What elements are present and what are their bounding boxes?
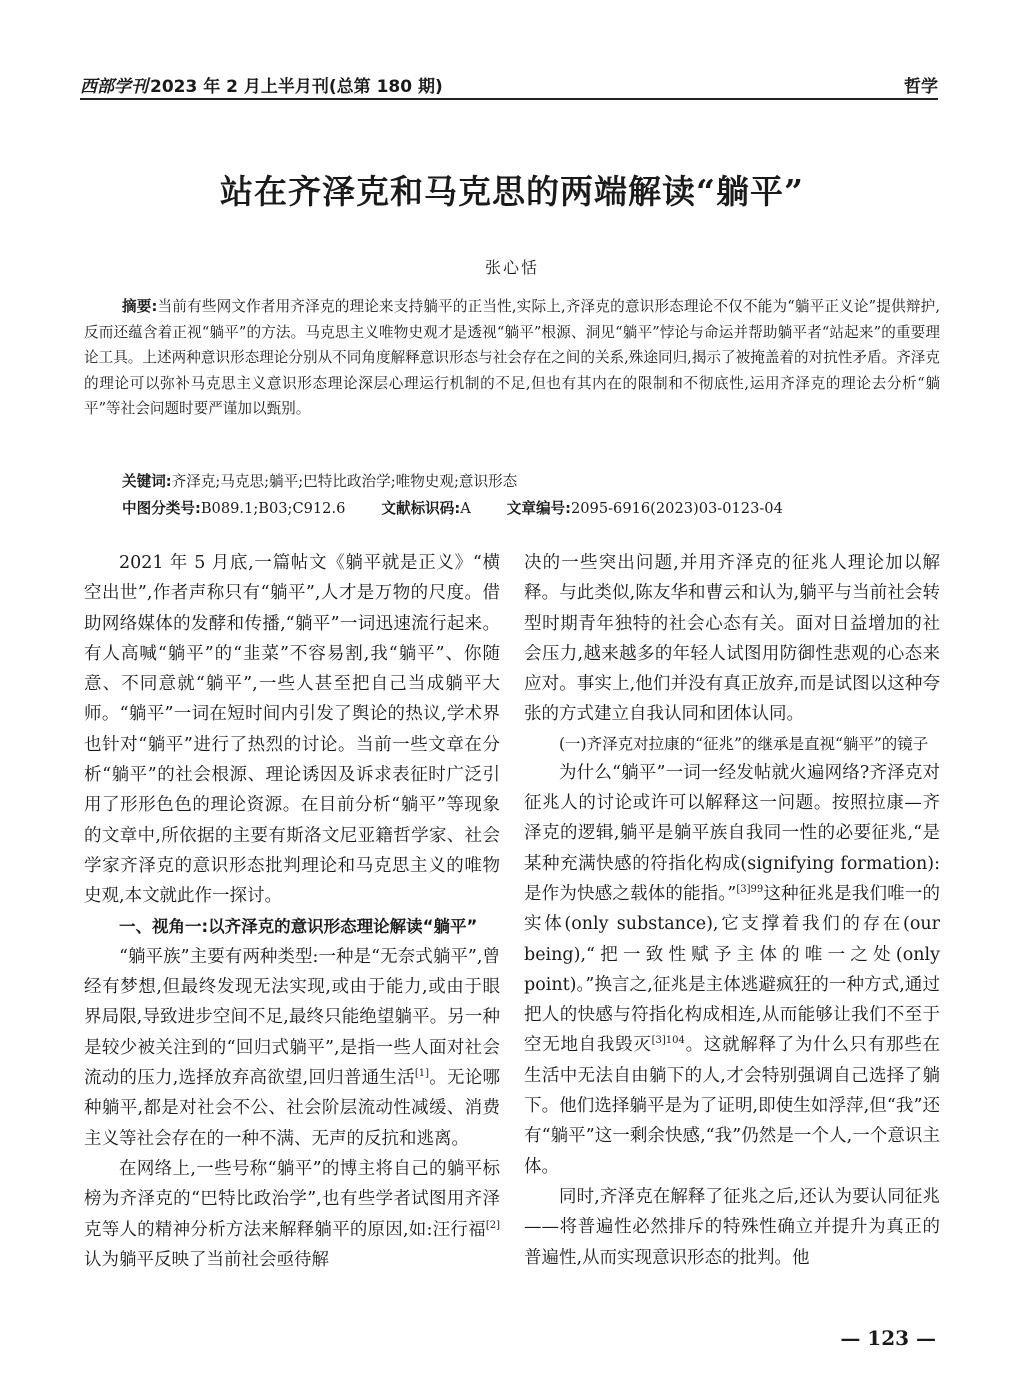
clc-label: 中图分类号: (122, 500, 201, 517)
article-no-label: 文章编号: (506, 500, 571, 517)
classification-line (122, 497, 783, 518)
subsection-heading: (一)齐泽克对拉康的“征兆”的继承是直视“躺平”的镜子 (559, 734, 929, 753)
page-number: — 123 — (840, 1326, 936, 1350)
abstract-label: 摘要: (122, 298, 158, 315)
paragraph: 决的一些突出问题,并用齐泽克的征兆人理论加以解释。与此类似,陈友华和曹云和认为,躺平与当前社会转型时期青年独特的社会心态有关。面对日益增加的社会压力,越来越多的年轻人试图用防御性悲观的心态来应对。事实上,他们并没有真正放弃,而是试图以这种夸张的方式建立自我认同和团体认同。 (524, 553, 940, 725)
body-column-right (524, 548, 940, 1273)
citation: [2] (485, 1219, 500, 1231)
paragraph: “躺平族”主要有两种类型:一种是“无奈式躺平”,曾经有梦想,但最终发现无法实现,或由于能力,或由于眼界局限,导致进步空间不足,最终只能绝望躺平。另一种是较少被关注到的“回归式躺平”,是指一些人面对社会流动的压力,选择放弃高欲望,回归普通生活[1]。无论哪种躺平,都是对社会不公、社会阶层流动性减缓、消费主义等社会存在的一种不满、无声的反抗和逃离。 (84, 946, 501, 1149)
section-heading: 一、视角一:以齐泽克的意识形态理论解读“躺平” (119, 916, 478, 936)
citation: [1] (414, 1068, 430, 1080)
keywords-text: 齐泽克;马克思;躺平;巴特比政治学;唯物史观;意识形态 (171, 473, 518, 490)
doc-code-label: 文献标识码: (381, 500, 461, 517)
article-no-value: 2095-6916(2023)03-0123-04 (570, 500, 783, 517)
issue-info: 2023 年 2 月上半月刊(总第 180 期) (150, 77, 443, 97)
article-author: 张心恬 (484, 258, 539, 277)
keywords-line (122, 470, 517, 491)
journal-logo: 西部学刊 (80, 77, 148, 97)
paragraph: 在网络上,一些号称“躺平”的博主将自己的躺平标榜为齐泽克的“巴特比政治学”,也有些学者试图用齐泽克等人的精神分析方法来解释躺平的原因,如:汪行福[2]认为躺平反映了当前社会亟待解 (84, 1158, 500, 1270)
doc-code-value: A (460, 500, 471, 517)
journal-issue-line (80, 72, 443, 97)
abstract-text: 当前有些网文作者用齐泽克的理论来支持躺平的正当性,实际上,齐泽克的意识形态理论不仅不能为“躺平正义论”提供辩护,反而还蕴含着正视“躺平”的方法。马克思主义唯物史观才是透视“躺平”根源、洞见“躺平”悖论与命运并帮助躺平者“站起来”的重要理论工具。上述两种意识形态理论分别从不同角度解释意识形态与社会存在之间的关系,殊途同归,揭示了被掩盖着的对抗性矛盾。齐泽克的理论可以弥补马克思主义意识形态理论深层心理运行机制的不足,但也有其内在的限制和不彻底性,运用齐泽克的理论去分析“躺平”等社会问题时要严谨加以甄别。 (84, 298, 941, 417)
body-column-left (84, 548, 500, 1275)
keywords-label: 关键词: (122, 473, 172, 490)
clc-value: B089.1;B03;C912.6 (200, 500, 346, 517)
citation: [3]104 (651, 1035, 685, 1047)
citation: [3]99 (736, 884, 764, 896)
paragraph: 2021 年 5 月底,一篇帖文《躺平就是正义》“横空出世”,作者声称只有“躺平”,人才是万物的尺度。借助网络媒体的发酵和传播,“躺平”一词迅速流行起来。有人高喊“躺平”的“韭菜”不容易割,我“躺平”、你随意、不同意就“躺平”,一些人甚至把自己当成躺平大师。“躺平”一词在短时间内引发了舆论的热议,学术界也针对“躺平”进行了热烈的讨论。当前一些文章在分析“躺平”的社会根源、理论诱因及诉求表征时广泛引用了形形色色的理论资源。在目前分析“躺平”等现象的文章中,所依据的主要有斯洛文尼亚籍哲学家、社会学家齐泽克的意识形态批判理论和马克思主义的唯物史观,本文就此作一探讨。 (84, 553, 500, 907)
paragraph: 同时,齐泽克在解释了征兆之后,还认为要认同征兆——将普遍性必然排斥的特殊性确立并提升为真正的普遍性,从而实现意识形态的批判。他 (524, 1186, 940, 1268)
abstract (84, 294, 940, 422)
section-label: 哲学 (904, 77, 938, 97)
paragraph: 为什么“躺平”一词一经发帖就火遍网络?齐泽克对征兆人的讨论或许可以解释这一问题。按照拉康—齐泽克的逻辑,躺平是躺平族自我同一性的必要征兆,“是某种充满快感的符指化构成(signifying formation):是作为快感之载体的能指。”$^{[3]99}$这种征兆是我们唯一的实体(only substance),它支撑着我们的存在(our being),“把一致性赋予主体的唯一之处(only point)。”换言之,征兆是主体逃避疯狂的一种方式,通过把人的快感与符指化构成相连,从而能够让我们不至于空无地自我毁灭$^{[3]104}$。这就解释了为什么只有那些在生活中无法自由躺下的人,才会特别强调自己选择了躺下。他们选择躺平是为了证明,即使生如浮萍,但“我”还有“躺平”这一剩余快感,“我”仍然是一个人,一个意识主体。 (524, 762, 940, 1177)
article-title: 站在齐泽克和马克思的两端解读“躺平” (220, 172, 804, 211)
running-header (80, 70, 938, 100)
